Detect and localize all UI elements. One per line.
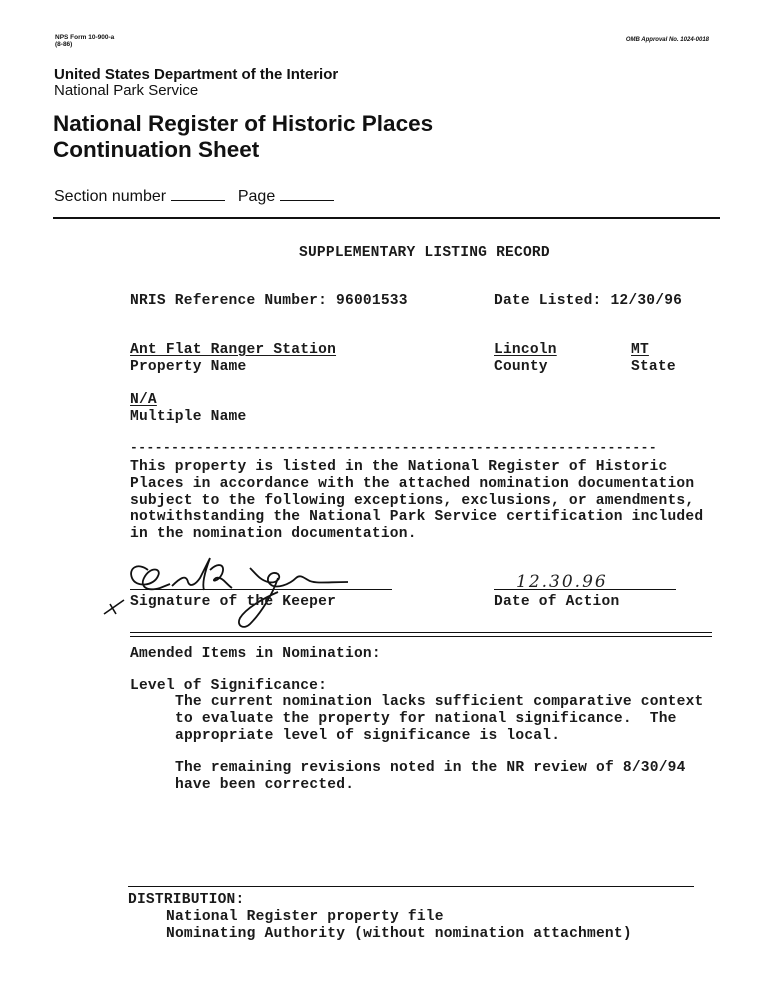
statement-line: in the nomination documentation. xyxy=(130,526,417,543)
department-name: United States Department of the Interior xyxy=(54,66,339,83)
distribution-heading: DISTRIBUTION: xyxy=(128,892,245,908)
paragraph-line: The remaining revisions noted in the NR review of 8/30/94 xyxy=(175,760,686,776)
property-name-label: Property Name xyxy=(130,359,247,375)
page-blank xyxy=(280,186,334,201)
record-heading: SUPPLEMENTARY LISTING RECORD xyxy=(299,245,550,261)
header-rule xyxy=(53,217,720,219)
paragraph-line: have been corrected. xyxy=(175,776,355,793)
nris-label: NRIS Reference Number: xyxy=(130,293,328,309)
county-label: County xyxy=(494,359,548,375)
nris-reference xyxy=(130,293,408,309)
dash-rule: ---------------------------------------------------------------- xyxy=(130,440,658,455)
date-listed xyxy=(494,293,682,309)
listing-statement xyxy=(130,459,703,543)
double-rule-top xyxy=(130,632,712,633)
level-of-significance-label: Level of Significance: xyxy=(130,678,328,694)
date-listed-value: 12/30/96 xyxy=(610,293,683,309)
distribution-item: Nominating Authority (without nomination attachment) xyxy=(166,926,632,943)
property-name-value: Ant Flat Ranger Station xyxy=(130,342,337,358)
distribution-list xyxy=(166,909,632,943)
signature-label: Signature of the Keeper xyxy=(130,594,337,610)
multiple-name-value: N/A xyxy=(130,392,157,408)
county-value: Lincoln xyxy=(494,342,557,358)
statement-line: This property is listed in the National Register of Historic xyxy=(130,459,668,475)
signature-line xyxy=(130,589,392,590)
significance-paragraph xyxy=(175,694,704,744)
section-number-blank xyxy=(171,186,225,201)
title-line-1: National Register of Historic Places xyxy=(53,111,434,136)
statement-line: notwithstanding the National Park Service certification included xyxy=(130,509,704,526)
handwritten-date: 12.30.96 xyxy=(516,572,608,592)
form-date-text: (8-86) xyxy=(55,41,73,48)
date-of-action-line xyxy=(494,589,676,590)
revisions-paragraph xyxy=(175,760,686,794)
title-line-2: Continuation Sheet xyxy=(53,137,260,162)
date-listed-label: Date Listed: xyxy=(494,293,602,309)
date-of-action-label: Date of Action xyxy=(494,594,620,610)
distribution-item: National Register property file xyxy=(166,909,444,925)
agency-name: National Park Service xyxy=(54,82,199,99)
paragraph-line: appropriate level of significance is local. xyxy=(175,727,561,744)
multiple-name-label: Multiple Name xyxy=(130,409,247,425)
section-page-line xyxy=(54,186,334,206)
paragraph-line: to evaluate the property for national significance. The xyxy=(175,710,677,727)
distribution-rule xyxy=(128,886,694,887)
statement-line: Places in accordance with the attached nomination documentation xyxy=(130,475,695,492)
form-number xyxy=(55,34,114,48)
state-value: MT xyxy=(631,342,649,358)
state-label: State xyxy=(631,359,676,375)
double-rule-bottom xyxy=(130,636,712,637)
page-title xyxy=(53,111,433,163)
omb-approval: OMB Approval No. 1024-0018 xyxy=(625,37,709,43)
form-number-text: NPS Form 10-900-a xyxy=(55,34,115,41)
section-number-label: Section number xyxy=(54,188,167,205)
statement-line: subject to the following exceptions, exclusions, or amendments, xyxy=(130,492,695,509)
amended-items-heading: Amended Items in Nomination: xyxy=(130,646,381,662)
nris-value: 96001533 xyxy=(336,293,408,309)
paragraph-line: The current nomination lacks sufficient comparative context xyxy=(175,694,704,710)
page-label: Page xyxy=(237,188,276,205)
